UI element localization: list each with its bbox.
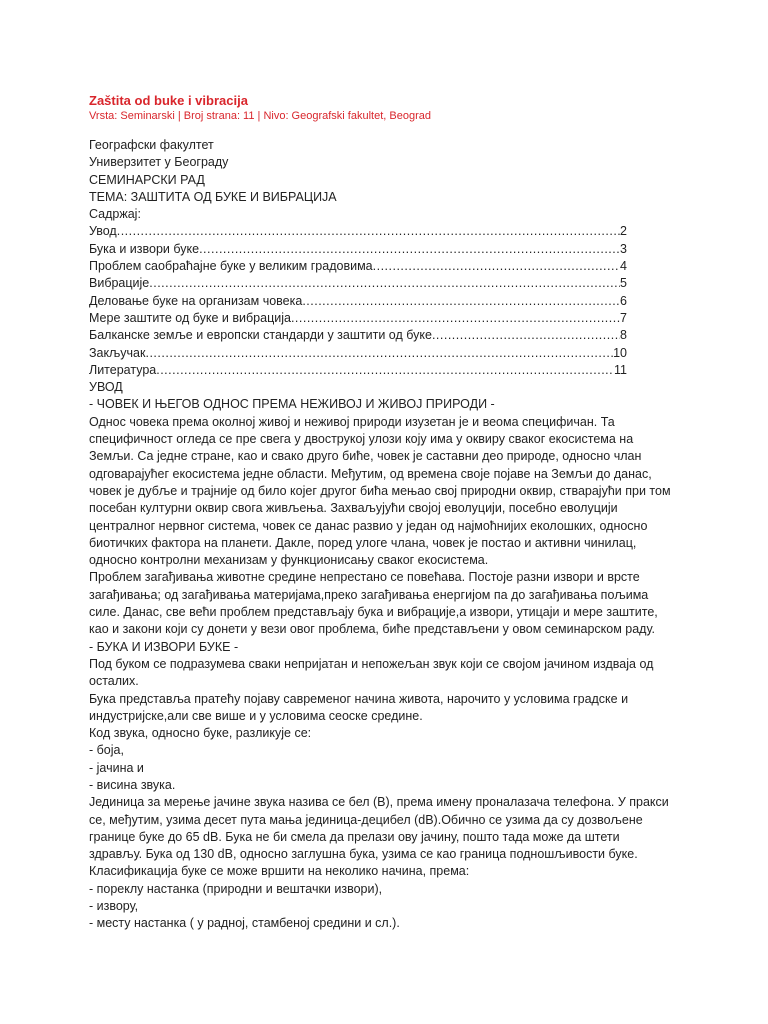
document-title[interactable]: Zaštita od buke i vibracija bbox=[89, 93, 248, 108]
text-line: здрављу. Бука од 130 dB, односно заглушна бука, узима се као граница подношљивости буке. bbox=[89, 847, 638, 862]
text-line: специфичност огледа се пре свега у двострукој улози коју има у оквиру сваког екосистема на bbox=[89, 432, 634, 447]
document-body bbox=[89, 137, 689, 933]
toc-entry-page: 8 bbox=[620, 328, 627, 343]
text-line: одговарајућег екосистема једне области. Међутим, од времена своје појаве на Земљи до данас, bbox=[89, 466, 652, 481]
paper-type-line: СЕМИНАРСКИ РАД bbox=[89, 172, 205, 187]
text-line: централног нервног система, човек се данас развио у један од најмоћнијих еколошких, односно bbox=[89, 518, 648, 533]
document-meta: Vrsta: Seminarski | Broj strana: 11 | Nivo: Geografski fakultet, Beograd bbox=[89, 110, 431, 122]
toc-entry bbox=[89, 310, 627, 327]
text-line: границе буке до 65 dB. Бука не би смела да прелази ову јачину, пошто тада може да штети bbox=[89, 829, 620, 844]
toc-entry bbox=[89, 223, 627, 240]
toc-entry-page: 6 bbox=[620, 293, 627, 308]
subsection-heading: - БУКА И ИЗВОРИ БУКЕ - bbox=[89, 639, 239, 654]
text-line: посебан културни оквир свога живљења. Захваљујући својој еволуцији, посебно еволуцији bbox=[89, 501, 618, 516]
toc-leader bbox=[156, 362, 614, 379]
toc-entry-page: 7 bbox=[620, 310, 627, 325]
list-item: - извору, bbox=[89, 899, 139, 914]
toc-entry bbox=[89, 293, 627, 310]
toc-leader bbox=[149, 275, 620, 292]
toc-entry-label: Балканске земље и европски стандарди у заштити од буке bbox=[89, 328, 432, 343]
university-line: Универзитет у Београду bbox=[89, 155, 229, 170]
toc-leader bbox=[373, 258, 620, 275]
toc-entry-label: Литература bbox=[89, 362, 157, 377]
list-item: - пореклу настанка (природни и вештачки извори), bbox=[89, 881, 383, 896]
toc-leader bbox=[117, 223, 620, 240]
text-line: силе. Данас, све већи проблем представљају бука и вибрације,а извори, утицаји и мере заштите, bbox=[89, 605, 658, 620]
toc-leader bbox=[199, 241, 620, 258]
toc-entry bbox=[89, 275, 627, 292]
text-line: човек је дубље и трајније од било којег другог бића мењао свој природни оквир, стварајући при том bbox=[89, 483, 671, 498]
toc-leader bbox=[291, 310, 620, 327]
toc-entry-label: Деловање буке на организам човека bbox=[89, 293, 303, 308]
text-line: Проблем загађивања животне средине непрестано се повећава. Постоје разни извори и врсте bbox=[89, 570, 640, 585]
toc-entry bbox=[89, 241, 627, 258]
toc-entry-page: 11 bbox=[614, 362, 627, 377]
toc-entry bbox=[89, 258, 627, 275]
text-line: односно контролни механизам у функционисању сваког екосистема. bbox=[89, 553, 489, 568]
toc-entry bbox=[89, 362, 627, 379]
list-item: - јачина и bbox=[89, 760, 144, 775]
faculty-line: Географски факултет bbox=[89, 138, 214, 152]
list-item: - боја, bbox=[89, 743, 124, 758]
text-line: Под буком се подразумева сваки непријатан и непожељан звук који се својом јачином издваја од bbox=[89, 656, 654, 671]
document-page bbox=[89, 93, 689, 933]
body-paragraphs bbox=[89, 379, 689, 933]
section-heading-intro: УВОД bbox=[89, 380, 123, 395]
toc-entry-page: 3 bbox=[620, 241, 627, 256]
toc-leader bbox=[302, 293, 620, 310]
toc-entry-label: Проблем саобраћајне буке у великим градовима bbox=[89, 259, 373, 274]
toc-entry bbox=[89, 327, 627, 344]
toc-entry-label: Бука и извори буке bbox=[89, 241, 200, 256]
text-line: се, међутим, узима десет пута мања јединица-децибел (dB).Обично се узима да су дозвољене bbox=[89, 812, 643, 827]
text-line: као и закони који су донети у вези овог проблема, биће представљени у овом семинарском раду. bbox=[89, 622, 655, 637]
text-line: индустријске,али све више и у условима сеоске средине. bbox=[89, 708, 423, 723]
list-item: - месту настанка ( у радној, стамбеној средини и сл.). bbox=[89, 916, 400, 931]
text-line: Земљи. Са једне стране, као и свако друго биће, човек је саставни део природе, односно члан bbox=[89, 449, 642, 464]
text-line: загађивања; од загађивања материјама,преко загађивања енергијом па до загађивања пољима bbox=[89, 587, 649, 602]
toc-leader bbox=[432, 327, 620, 344]
toc-entry-label: Мере заштите од буке и вибрација bbox=[89, 310, 291, 325]
toc-entry-page: 4 bbox=[620, 259, 627, 274]
toc-entry-label: Закључак bbox=[89, 345, 146, 360]
toc-entry-page: 2 bbox=[620, 224, 627, 239]
toc-entry bbox=[89, 345, 627, 362]
toc-entry-page: 5 bbox=[620, 276, 627, 291]
text-line: Бука представља пратећу појаву савременог начина живота, нарочито у условима градске и bbox=[89, 691, 629, 706]
contents-heading: Садржај: bbox=[89, 207, 141, 222]
toc-leader bbox=[145, 345, 613, 362]
text-line: осталих. bbox=[89, 674, 139, 689]
toc-entry-page: 10 bbox=[613, 345, 627, 360]
list-item: - висина звука. bbox=[89, 777, 176, 792]
text-line: Класификација буке се може вршити на неколико начина, према: bbox=[89, 864, 470, 879]
toc-entry-label: Увод bbox=[89, 224, 117, 239]
topic-line: ТЕМА: ЗАШТИТА ОД БУКЕ И ВИБРАЦИЈА bbox=[89, 189, 337, 204]
text-line: Јединица за мерење јачине звука назива се бел (B), према имену проналазача телефона. У пракси bbox=[89, 795, 669, 810]
text-line: биотичких фактора на планети. Дакле, поред улоге члана, човек је постао и активни чинилац, bbox=[89, 535, 637, 550]
toc-entry-label: Вибрације bbox=[89, 276, 150, 291]
text-line: Однос човека према околној живој и неживој природи изузетан је и веома специфичан. Та bbox=[89, 414, 615, 429]
table-of-contents bbox=[89, 223, 689, 379]
text-line: Код звука, односно буке, разликује се: bbox=[89, 726, 312, 741]
subsection-heading: - ЧОВЕК И ЊЕГОВ ОДНОС ПРЕМА НЕЖИВОЈ И ЖИВОЈ ПРИРОДИ - bbox=[89, 397, 495, 412]
